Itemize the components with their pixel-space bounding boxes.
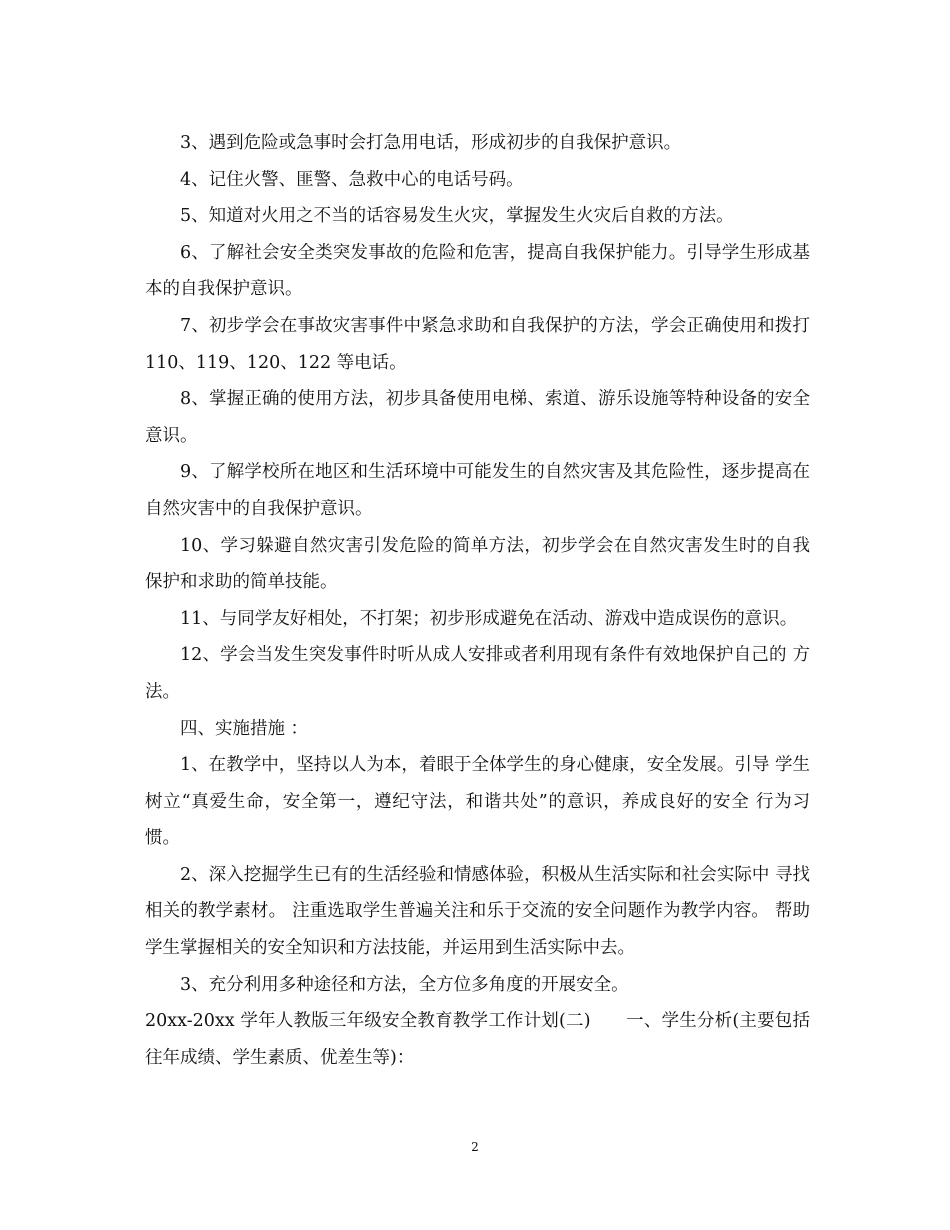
- paragraph-item-5: 5、知道对火用之不当的话容易发生火灾，掌握发生火灾后自救的方法。: [180, 206, 734, 227]
- paragraph-item-11: 11、与同学友好相处，不打架；初步形成避免在活动、游戏中造成误伤的意识。: [180, 608, 798, 629]
- page-number: 2: [471, 1140, 479, 1154]
- paragraph-item-9: 9、了解学校所在地区和生活环境中可能发生的自然灾害及其危险性，逐步提高在自然灾害中的自我保护意识。: [145, 462, 810, 519]
- paragraph-item-12: 12、学会当发生突发事件时听从成人安排或者利用现有条件有效地保护自己的 方法。: [145, 645, 810, 702]
- measure-item-1: 1、在教学中，坚持以人为本，着眼于全体学生的身心健康，安全发展。引导 学生树立“真爱生命，安全第一，遵纪守法，和谐共处”的意识，养成良好的安全 行为习惯。: [145, 755, 810, 849]
- paragraph-item-6: 6、了解社会安全类突发事故的危险和危害，提高自我保护能力。引导学生形成基本的自我保护意识。: [145, 242, 810, 300]
- plan-title-and-student-analysis: 20xx-20xx 学年人教版三年级安全教育教学工作计划(二) 一、学生分析(主要包括往年成绩、学生素质、优差生等)：: [145, 1011, 810, 1068]
- paragraph-item-3: 3、遇到危险或急事时会打急用电话，形成初步的自我保护意识。: [180, 133, 682, 153]
- paragraph-item-7: 7、初步学会在事故灾害事件中紧急求助和自我保护的方法，学会正确使用和拨打 110、119、120、122 等电话。: [145, 315, 810, 373]
- measure-item-3: 3、充分利用多种途径和方法，全方位多角度的开展安全。: [180, 974, 629, 995]
- document-body: [145, 125, 810, 1076]
- paragraph-item-4: 4、记住火警、匪警、急救中心的电话号码。: [180, 169, 524, 190]
- measure-item-2: 2、深入挖掘学生已有的生活经验和情感体验，积极从生活实际和社会实际中 寻找相关的教学素材。 注重选取学生普遍关注和乐于交流的安全问题作为教学内容。 帮助学生掌握相关的安全知识和方法技能，并运用到生活实际中去。: [145, 864, 810, 959]
- paragraph-item-10: 10、学习躲避自然灾害引发危险的简单方法，初步学会在自然灾害发生时的自我保护和求助的简单技能。: [145, 535, 810, 593]
- section-heading-measures: 四、实施措施 ：: [180, 718, 309, 739]
- paragraph-item-8: 8、掌握正确的使用方法，初步具备使用电梯、索道、游乐设施等特种设备的安全意识。: [145, 389, 810, 446]
